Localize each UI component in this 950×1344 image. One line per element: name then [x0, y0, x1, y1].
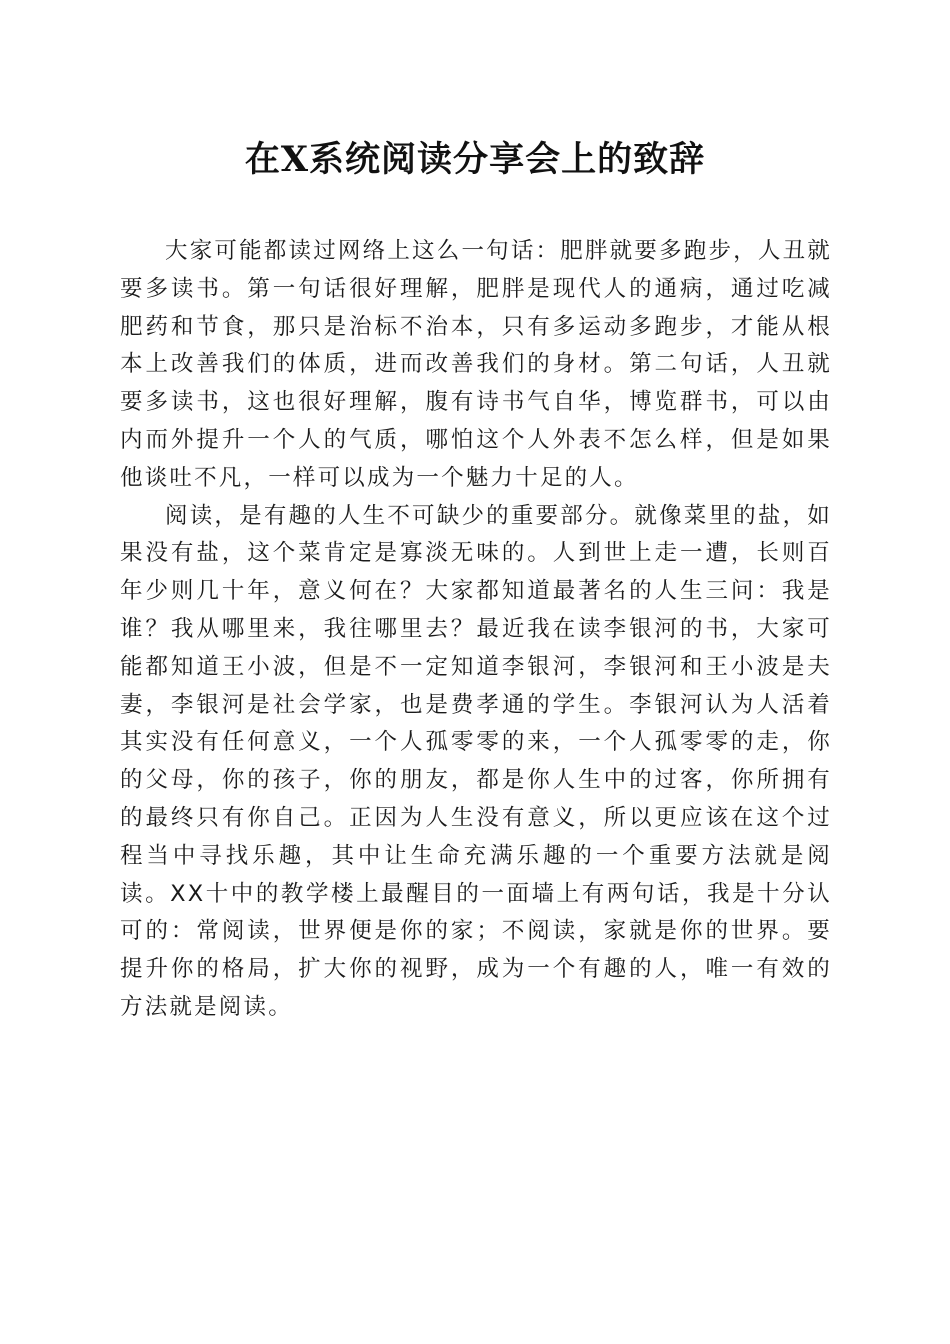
- document-title: 在X系统阅读分享会上的致辞: [244, 139, 706, 180]
- document-body: [120, 233, 832, 1027]
- paragraph: 阅读，是有趣的人生不可缺少的重要部分。就像菜里的盐，如果没有盐，这个菜肯定是寡淡无味的。人到世上走一遭，长则百年少则几十年，意义何在？大家都知道最著名的人生三问：我是谁？我从哪里来，我往哪里去？最近我在读李银河的书，大家可能都知道王小波，但是不一定知道李银河，李银河和王小波是夫妻，李银河是社会学家，也是费孝通的学生。李银河认为人活着其实没有任何意义，一个人孤零零的来，一个人孤零零的走，你的父母，你的孩子，你的朋友，都是你人生中的过客，你所拥有的最终只有你自己。正因为人生没有意义，所以更应该在这个过程当中寻找乐趣，其中让生命充满乐趣的一个重要方法就是阅读。XX十中的教学楼上最醒目的一面墙上有两句话，我是十分认可的：常阅读，世界便是你的家；不阅读，家就是你的世界。要提升你的格局，扩大你的视野，成为一个有趣的人，唯一有效的方法就是阅读。: [120, 502, 832, 1020]
- paragraph: 大家可能都读过网络上这么一句话：肥胖就要多跑步，人丑就要多读书。第一句话很好理解，肥胖是现代人的通病，通过吃减肥药和节食，那只是治标不治本，只有多运动多跑步，才能从根本上改善我们的体质，进而改善我们的身材。第二句话，人丑就要多读书，这也很好理解，腹有诗书气自华，博览群书，可以由内而外提升一个人的气质，哪怕这个人外表不怎么样，但是如果他谈吐不凡，一样可以成为一个魅力十足的人。: [120, 238, 832, 491]
